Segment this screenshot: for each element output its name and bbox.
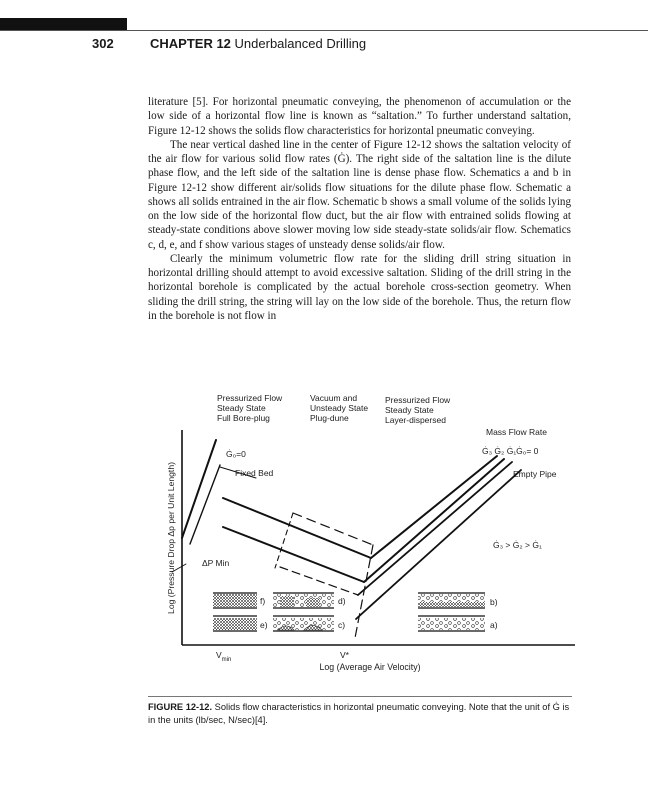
paragraph-3: Clearly the minimum volumetric flow rate for the sliding drill string situation in horizontal drilling should attempt to avoid excessive saltation. Sliding of the drill string in the horizontal borehole is complicated by the actual borehole cross-section geometry. When sliding the drill string, the string will lay on the low side of the borehole. Thus, the return flow in the borehole is not flow in [148, 252, 571, 322]
chapter-label: CHAPTER 12 [150, 36, 231, 51]
caption-rule [148, 696, 572, 697]
g2-dilute-line [364, 459, 504, 582]
x-axis-label: Log (Average Air Velocity) [319, 662, 421, 672]
schematic-d [273, 593, 334, 608]
col3-line3: Layer-dispersed [385, 415, 446, 425]
col1-line1: Pressurized Flow [217, 393, 283, 403]
schematic-f-label: f) [260, 596, 266, 606]
page-number: 302 [92, 36, 114, 51]
g1-dilute-line [358, 462, 512, 595]
col3-line1: Pressurized Flow [385, 395, 451, 405]
col1-line2: Steady State [217, 403, 266, 413]
schematic-a [418, 616, 485, 631]
schematic-a-label: a) [490, 620, 498, 630]
paragraph-1: literature [5]. For horizontal pneumatic conveying, the phenomenon of accumulation or the low side of a horizontal flow line is known as “saltation.” To further understand saltation, Figure 12-12 shows the solids flow characteristics for horizontal pneumatic conveying. [148, 96, 571, 137]
mass-flow-rate-label: Mass Flow Rate [486, 427, 547, 437]
schematics [213, 593, 485, 631]
unstable-dashed-upper [293, 513, 373, 545]
g-order-label: Ġ₃ > Ġ₂ > Ġ₁ [493, 540, 542, 550]
label-vacuum [310, 393, 371, 423]
schematic-c [273, 616, 334, 631]
v-min-main: V [216, 650, 222, 660]
col2-line2: Unsteady State [310, 403, 369, 413]
g3-dilute-line [371, 456, 497, 558]
schematic-c-label: c) [338, 620, 346, 630]
running-header [0, 36, 648, 54]
empty-pipe-label: Empty Pipe [513, 469, 557, 479]
g2-dense-line [223, 527, 364, 582]
y-axis-label: Log (Pressure Drop Δp per Unit Length) [166, 462, 176, 614]
figure-12-12 [160, 390, 580, 690]
g1-dense-dashed [280, 567, 358, 595]
caption-text: Solids flow characteristics in horizontal pneumatic conveying. Note that the unit of Ġ is in the units (lb/sec, N/sec)[4]. [148, 702, 570, 725]
header-bar [0, 18, 127, 30]
v-min-sub: min [221, 657, 232, 663]
schematic-b [418, 593, 485, 608]
col1-line3: Full Bore-plug [217, 413, 270, 423]
fixed-bed-label: Fixed Bed [235, 468, 274, 478]
chapter-title: Underbalanced Drilling [234, 36, 367, 51]
figure-caption [148, 701, 572, 726]
schematic-d-label: d) [338, 596, 346, 606]
col3-line2: Steady State [385, 405, 434, 415]
label-pressurized-flow-1 [217, 393, 285, 423]
label-pressurized-flow-2 [385, 395, 453, 425]
schematic-b-label: b) [490, 597, 498, 607]
schematic-e [213, 616, 257, 631]
saltation-line [355, 545, 373, 638]
schematic-e-label: e) [260, 620, 268, 630]
col2-line1: Vacuum and [310, 393, 358, 403]
g3-dense-line [223, 498, 371, 558]
g0-label: Ġ₀=0 [226, 449, 246, 459]
chapter-heading [150, 36, 366, 51]
dp-min-label: ΔP Min [202, 558, 230, 568]
col2-line3: Plug-dune [310, 413, 349, 423]
v-star-label: V* [340, 650, 349, 660]
g-series-label: Ġ₃ Ġ₂ Ġ₁Ġ₀= 0 [482, 446, 539, 456]
body-text [148, 95, 571, 323]
v-min-label [216, 650, 231, 663]
caption-label: FIGURE 12-12. [148, 702, 213, 712]
header-rule [0, 30, 648, 31]
schematic-f [213, 593, 257, 608]
paragraph-2: The near vertical dashed line in the center of Figure 12-12 shows the saltation velocity of the air flow for various solid flow rates (Ġ). The right side of the saltation line is the dilute phase flow, and the left side of the saltation line is dense phase flow. Schematics a and b in Figure 12-12 show different air/solids flow situations for the dilute phase flow. Schematic a shows all solids entrained in the air flow. Schematic b shows a small volume of the solids lying on the low side of the horizontal flow duct, but the air flow with entrained solids flowing at steady-state conditions above slower moving low side steady-state solids/air flow. Schematics c, d, e, and f show various stages of unsteady dense solids/air flow. [148, 138, 571, 251]
flow-diagram [160, 390, 580, 690]
